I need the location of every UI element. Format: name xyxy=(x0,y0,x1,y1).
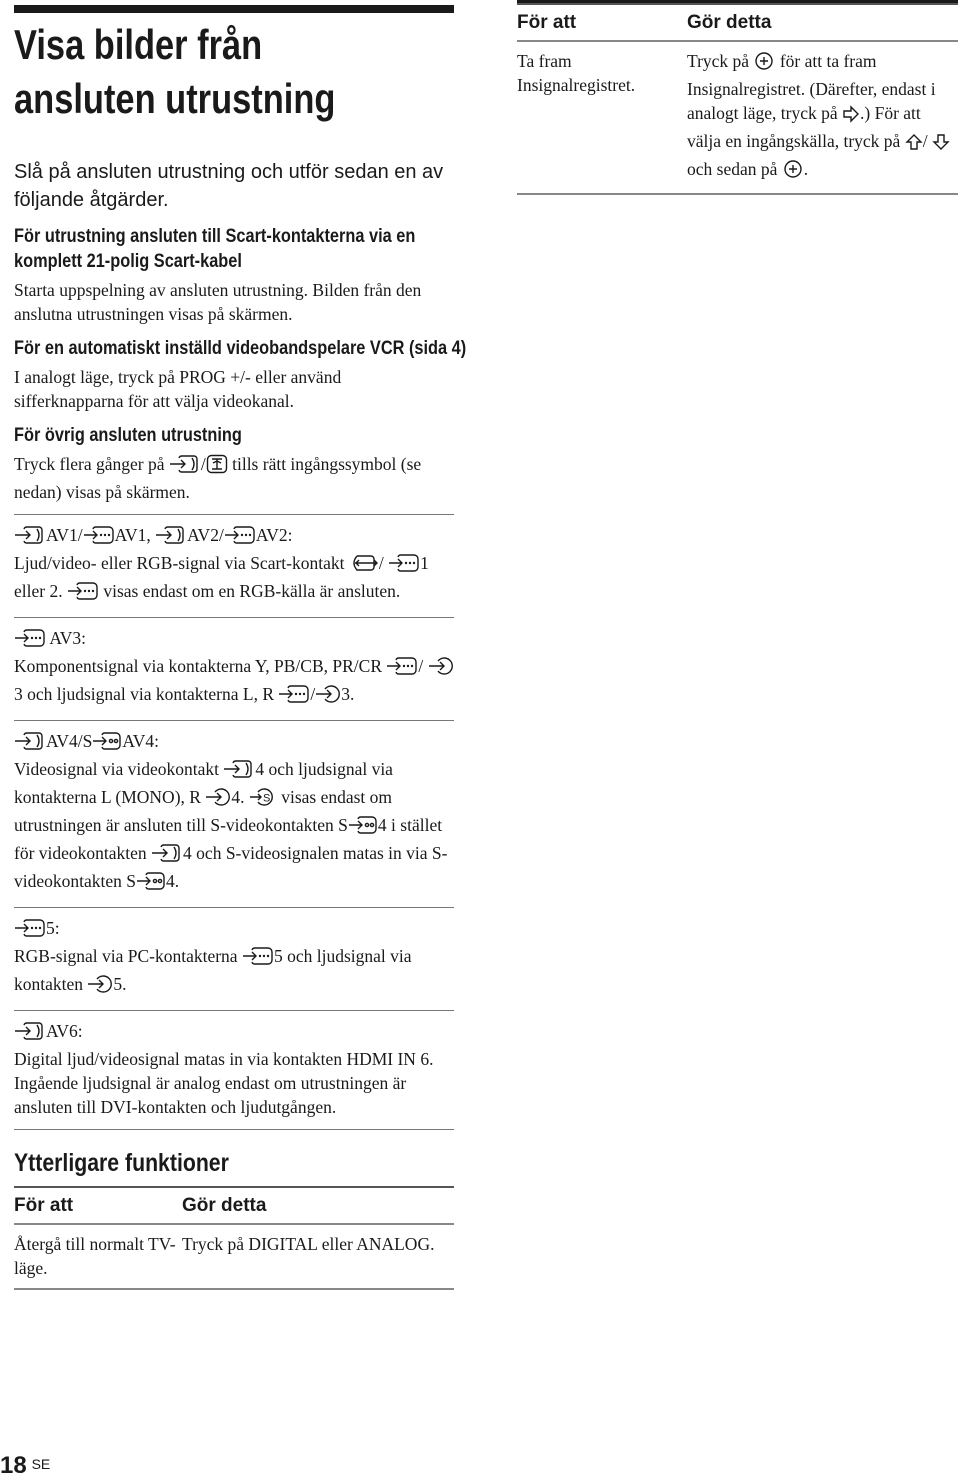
rgb-in-icon xyxy=(388,553,420,579)
language-code: SE xyxy=(31,1456,51,1472)
section-heading: För en automatiskt inställd videobandspelare VCR (sida 4) xyxy=(14,338,467,359)
rgb-in-icon xyxy=(278,684,310,710)
svg-text:S: S xyxy=(262,792,271,805)
table-header: Gör detta xyxy=(687,4,958,41)
input-description-text: 3 och ljudsignal via kontakterna L, R xyxy=(14,684,279,704)
table-cell-text: för att ta fram Insignalregistret. (Därefter, endast i analogt läge, tryck på xyxy=(687,51,936,123)
s-in-icon xyxy=(249,787,277,813)
input-description-text: 4 och ljudsignal via kontakterna L (MONO), R xyxy=(14,759,393,807)
input-title-text: 5: xyxy=(46,918,60,938)
table-cell-text: Tryck på xyxy=(687,51,754,71)
header-rule xyxy=(14,5,454,13)
section-heading: För övrig ansluten utrustning xyxy=(14,425,242,446)
input-description-text: RGB-signal via PC-kontakterna xyxy=(14,946,242,966)
input-item-description xyxy=(14,1047,454,1119)
page-number: 18 xyxy=(0,1452,27,1479)
input-item xyxy=(14,617,454,720)
rgb-in-icon xyxy=(67,581,99,607)
input-item-title xyxy=(14,626,454,654)
rgb-in-icon xyxy=(14,918,46,944)
video-in-icon xyxy=(155,525,187,551)
rgb-in-icon xyxy=(224,525,256,551)
arrow-right-icon xyxy=(842,105,860,129)
section-body-text: Starta uppspelning av ansluten utrustning. Bilden från den anslutna utrustningen visas på skärmen. xyxy=(14,280,422,324)
video-in-icon xyxy=(169,454,201,480)
input-item-title xyxy=(14,729,454,757)
section-heading: För utrustning ansluten till Scart-kontakterna via en komplett 21-polig Scart-kabel xyxy=(14,226,416,272)
input-description-text: Ljud/video- eller RGB-signal via Scart-kontakt xyxy=(14,553,349,573)
input-item xyxy=(14,720,454,907)
input-description-text: / xyxy=(310,684,316,704)
input-item xyxy=(14,907,454,1010)
input-title-text: AV2/ xyxy=(187,525,224,545)
page-title: Visa bilder från ansluten utrustning xyxy=(14,21,336,122)
table-cell-text: Återgå till normalt TV-läge. xyxy=(14,1234,176,1278)
input-description-text: 4 i stället för videokontakten xyxy=(14,815,443,863)
table-header: För att xyxy=(14,1187,182,1224)
table-cell-text: . xyxy=(803,159,809,179)
input-description-text: 4. xyxy=(231,787,249,807)
input-list xyxy=(14,514,454,1130)
extra-functions-table xyxy=(14,1186,454,1290)
table-cell xyxy=(182,1224,454,1289)
table-cell-text: Tryck på DIGITAL eller ANALOG. xyxy=(182,1234,435,1254)
right-column xyxy=(517,3,958,195)
input-item-description xyxy=(14,944,454,1000)
section-body xyxy=(14,278,454,326)
input-description-text: Digital ljud/videosignal matas in via kontakten HDMI IN 6. Ingående ljudsignal är analog endast om utrustningen är ansluten till DVI-kontakten och ljudutgången. xyxy=(14,1049,434,1117)
input-description-text: / xyxy=(418,656,428,676)
input-title-text: AV4/S xyxy=(46,731,93,751)
input-description-text: Komponentsignal via kontakterna Y, PB/CB, PR/CR xyxy=(14,656,387,676)
lead-text: Slå på ansluten utrustning och utför sedan en av följande åtgärder. xyxy=(14,161,444,211)
input-title-text: AV4: xyxy=(122,731,160,751)
input-item xyxy=(14,1010,454,1129)
input-title-text: AV6: xyxy=(46,1021,83,1041)
input-description-text: 5. xyxy=(113,974,127,994)
input-item-title xyxy=(14,523,454,551)
input-register-table xyxy=(517,3,958,195)
input-title-text: AV3: xyxy=(46,628,87,648)
audio-in-icon xyxy=(428,656,454,682)
section-body-text: tills rätt ingångssymbol (se nedan) visas på skärmen. xyxy=(14,454,422,502)
input-item-description xyxy=(14,757,454,897)
arrow-up-icon xyxy=(905,133,923,157)
table-header: Gör detta xyxy=(182,1187,454,1224)
input-item-title xyxy=(14,916,454,944)
audio-in-icon xyxy=(315,684,341,710)
input-item xyxy=(14,514,454,617)
section-body-text: I analogt läge, tryck på PROG +/- eller använd sifferknapparna för att välja videokanal. xyxy=(14,367,342,411)
input-title-text: AV1/ xyxy=(46,525,83,545)
rgb-in-icon xyxy=(386,656,418,682)
table-cell-text: .) För att välja en ingångskälla, tryck på xyxy=(687,103,921,151)
video-in-icon xyxy=(151,843,183,869)
input-description-text: visas endast om en RGB-källa är ansluten. xyxy=(98,581,401,601)
table-cell xyxy=(687,41,958,194)
table-cell-text: och sedan på xyxy=(687,159,782,179)
section-body xyxy=(14,452,454,504)
table-row xyxy=(517,41,958,194)
video-in-icon xyxy=(14,731,46,757)
input-description-text: 4 och S-videosignalen matas in via S-videokontakten S xyxy=(14,843,448,891)
scart-icon xyxy=(349,553,379,579)
input-description-text: 1 eller 2. xyxy=(14,553,429,601)
input-description-text: 5 och ljudsignal via kontakten xyxy=(14,946,412,994)
ok-button-icon xyxy=(782,159,804,185)
input-description-text: / xyxy=(378,553,389,573)
input-description-text: 4. xyxy=(166,871,180,891)
extra-functions-heading: Ytterligare funktioner xyxy=(14,1149,229,1177)
audio-in-icon xyxy=(87,974,113,1000)
section-body-text: / xyxy=(200,454,206,474)
svideo-in-icon xyxy=(92,731,122,757)
arrow-down-icon xyxy=(932,133,950,157)
input-title-text: AV1, xyxy=(114,525,156,545)
table-header: För att xyxy=(517,4,687,41)
ok-button-icon xyxy=(753,51,775,77)
svideo-in-icon xyxy=(136,871,166,897)
sections xyxy=(14,224,467,504)
video-in-icon xyxy=(223,759,255,785)
video-in-icon xyxy=(14,1021,46,1047)
section-body-text: Tryck flera gånger på xyxy=(14,454,169,474)
input-item-description xyxy=(14,654,454,710)
rgb-in-icon xyxy=(14,628,46,654)
section-body xyxy=(14,365,454,413)
video-in-icon xyxy=(14,525,46,551)
input-description-text: Videosignal via videokontakt xyxy=(14,759,224,779)
svideo-in-icon xyxy=(348,815,378,841)
table-row xyxy=(14,1224,454,1289)
tv-input-icon xyxy=(206,454,228,480)
page-footer xyxy=(0,1452,50,1479)
audio-in-icon xyxy=(205,787,231,813)
table-cell xyxy=(14,1224,182,1289)
divider xyxy=(14,1129,454,1130)
input-description-text: 3. xyxy=(341,684,355,704)
input-description-text: visas endast om utrustningen är ansluten till S-videokontakten S xyxy=(14,787,393,835)
input-item-description xyxy=(14,551,454,607)
table-cell-text: / xyxy=(922,131,932,151)
table-cell xyxy=(517,41,687,194)
input-title-text: AV2: xyxy=(255,525,293,545)
table-cell-text: Ta fram Insignalregistret. xyxy=(517,51,636,95)
input-item-title xyxy=(14,1019,454,1047)
rgb-in-icon xyxy=(83,525,115,551)
left-column xyxy=(14,18,467,1290)
rgb-in-icon xyxy=(242,946,274,972)
